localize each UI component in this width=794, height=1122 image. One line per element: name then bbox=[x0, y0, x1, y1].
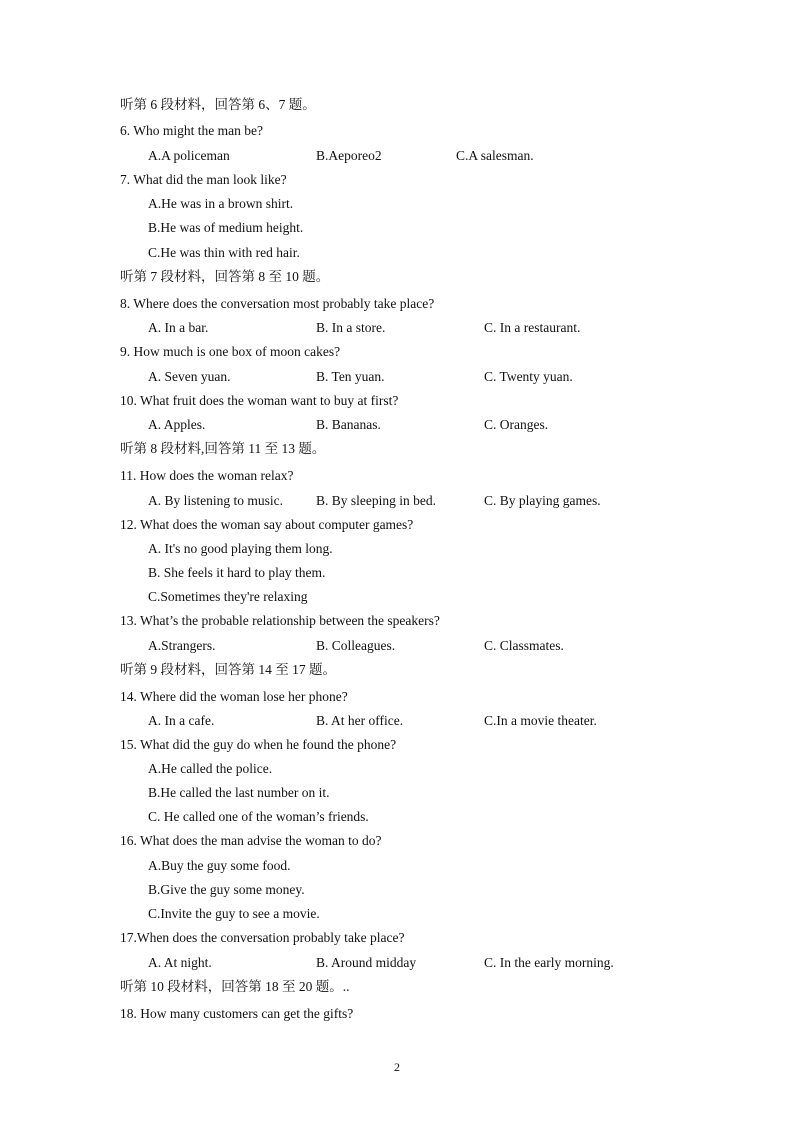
option-17c: C. In the early morning. bbox=[484, 955, 614, 970]
option-16c: C.Invite the guy to see a movie. bbox=[148, 906, 320, 921]
option-6b: B.Aeporeo2 bbox=[316, 148, 382, 163]
section-heading: 听第 8 段材料,回答第 11 至 13 题。 bbox=[120, 441, 326, 456]
question-17: 17.When does the conversation probably take place? bbox=[120, 930, 405, 945]
option-8c: C. In a restaurant. bbox=[484, 320, 581, 335]
option-14c: C.In a movie theater. bbox=[484, 713, 597, 728]
option-15c: C. He called one of the woman’s friends. bbox=[148, 809, 369, 824]
page-number: 2 bbox=[394, 1060, 400, 1074]
option-15a: A.He called the police. bbox=[148, 761, 273, 776]
option-16a: A.Buy the guy some food. bbox=[148, 858, 291, 873]
question-16: 16. What does the man advise the woman to do? bbox=[120, 833, 382, 848]
option-10a: A. Apples. bbox=[148, 417, 206, 432]
option-11c: C. By playing games. bbox=[484, 493, 601, 508]
option-17b: B. Around midday bbox=[316, 955, 417, 970]
option-10c: C. Oranges. bbox=[484, 417, 549, 432]
option-13b: B. Colleagues. bbox=[316, 638, 396, 653]
option-9c: C. Twenty yuan. bbox=[484, 369, 573, 384]
question-13: 13. What’s the probable relationship between the speakers? bbox=[120, 613, 440, 628]
section-heading: 听第 7 段材料，回答第 8 至 10 题。 bbox=[120, 269, 330, 284]
option-6a: A.A policeman bbox=[148, 148, 230, 163]
question-14: 14. Where did the woman lose her phone? bbox=[120, 689, 348, 704]
option-13a: A.Strangers. bbox=[148, 638, 216, 653]
question-12: 12. What does the woman say about computer games? bbox=[120, 517, 414, 532]
section-heading: 听第 6 段材料，回答第 6、7 题。 bbox=[120, 97, 316, 112]
option-14b: B. At her office. bbox=[316, 713, 404, 728]
option-9a: A. Seven yuan. bbox=[148, 369, 231, 384]
option-12c: C.Sometimes they're relaxing bbox=[148, 589, 308, 604]
question-18: 18. How many customers can get the gifts? bbox=[120, 1006, 354, 1021]
option-10b: B. Bananas. bbox=[316, 417, 381, 432]
question-11: 11. How does the woman relax? bbox=[120, 468, 294, 483]
option-7c: C.He was thin with red hair. bbox=[148, 245, 300, 260]
option-9b: B. Ten yuan. bbox=[316, 369, 385, 384]
option-8b: B. In a store. bbox=[316, 320, 386, 335]
option-6c: C.A salesman. bbox=[456, 148, 534, 163]
option-7a: A.He was in a brown shirt. bbox=[148, 196, 294, 211]
option-16b: B.Give the guy some money. bbox=[148, 882, 305, 897]
option-13c: C. Classmates. bbox=[484, 638, 564, 653]
question-8: 8. Where does the conversation most probably take place? bbox=[120, 296, 435, 311]
option-11b: B. By sleeping in bed. bbox=[316, 493, 436, 508]
option-11a: A. By listening to music. bbox=[148, 493, 283, 508]
option-14a: A. In a cafe. bbox=[148, 713, 215, 728]
question-7: 7. What did the man look like? bbox=[120, 172, 287, 187]
section-heading: 听第 9 段材料，回答第 14 至 17 题。 bbox=[120, 662, 336, 677]
question-9: 9. How much is one box of moon cakes? bbox=[120, 344, 341, 359]
option-8a: A. In a bar. bbox=[148, 320, 209, 335]
question-10: 10. What fruit does the woman want to buy at first? bbox=[120, 393, 399, 408]
section-heading: 听第 10 段材料，回答第 18 至 20 题。.. bbox=[120, 979, 350, 994]
option-17a: A. At night. bbox=[148, 955, 212, 970]
option-12b: B. She feels it hard to play them. bbox=[148, 565, 326, 580]
option-12a: A. It's no good playing them long. bbox=[148, 541, 333, 556]
option-7b: B.He was of medium height. bbox=[148, 220, 304, 235]
question-6: 6. Who might the man be? bbox=[120, 123, 263, 138]
option-15b: B.He called the last number on it. bbox=[148, 785, 330, 800]
question-15: 15. What did the guy do when he found the phone? bbox=[120, 737, 397, 752]
